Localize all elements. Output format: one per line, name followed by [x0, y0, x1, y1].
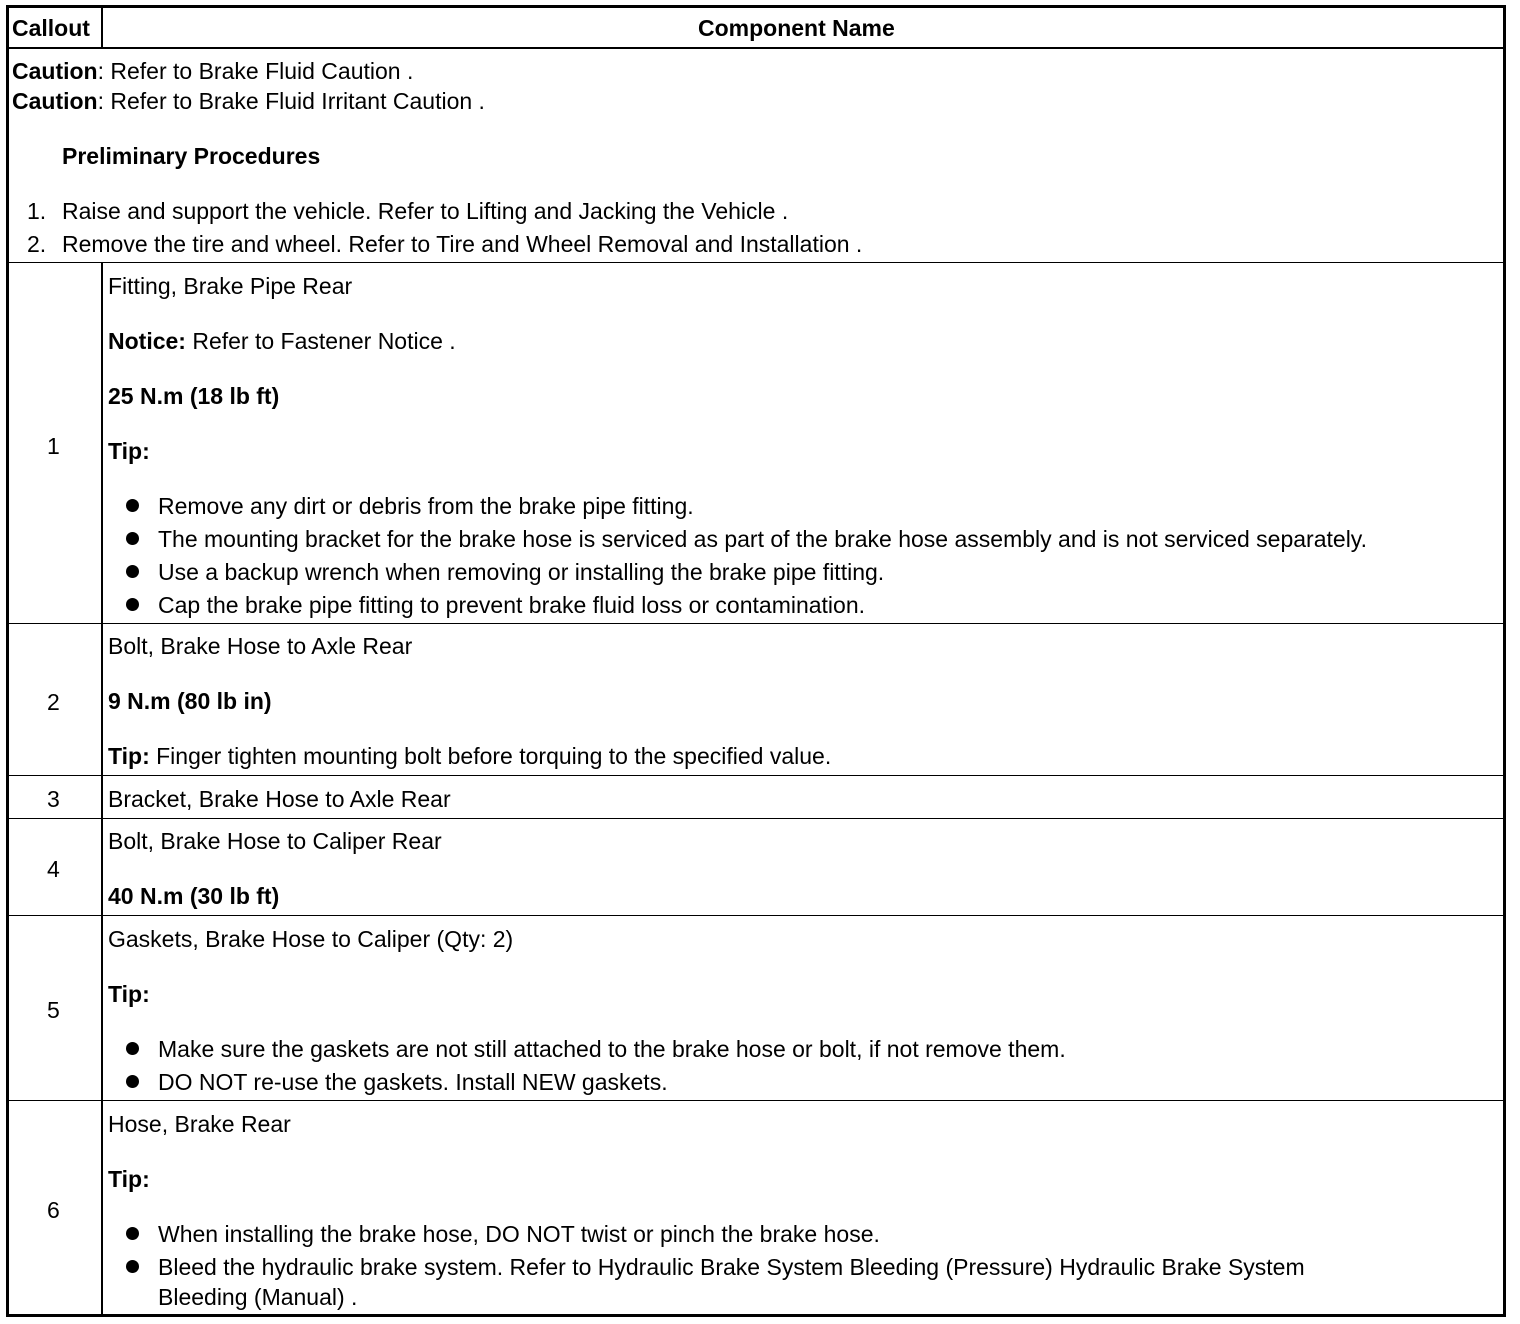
step-number: 1. [27, 198, 47, 224]
tip-bullet: When installing the brake hose, DO NOT twist or pinch the brake hose. [158, 1221, 880, 1247]
bullet-icon [126, 1075, 139, 1088]
step-number: 2. [27, 231, 47, 257]
row-divider [6, 262, 1506, 263]
tip-bullet: Remove any dirt or debris from the brake pipe fitting. [158, 493, 694, 519]
row-divider [6, 1100, 1506, 1101]
tip-bullet: Bleed the hydraulic brake system. Refer to Hydraulic Brake System Bleeding (Pressure) Hydraulic Brake System [158, 1254, 1305, 1280]
step-text: Raise and support the vehicle. Refer to Lifting and Jacking the Vehicle . [62, 198, 789, 224]
step-text: Remove the tire and wheel. Refer to Tire and Wheel Removal and Installation . [62, 231, 863, 257]
header-callout: Callout [12, 15, 90, 41]
row-divider [6, 623, 1506, 624]
component-name: Bracket, Brake Hose to Axle Rear [108, 786, 451, 812]
bullet-icon [126, 1227, 139, 1240]
tip-label: Tip: [108, 1166, 150, 1192]
bullet-icon [126, 1042, 139, 1055]
torque-spec: 40 N.m (30 lb ft) [108, 883, 280, 909]
callout-number: 5 [47, 997, 60, 1023]
component-name: Gaskets, Brake Hose to Caliper (Qty: 2) [108, 926, 514, 952]
tip-label: Tip: [108, 438, 150, 464]
notice-line: Notice: Refer to Fastener Notice . [108, 328, 456, 354]
tip-bullet: DO NOT re-use the gaskets. Install NEW gaskets. [158, 1069, 668, 1095]
bullet-icon [126, 565, 139, 578]
column-divider [101, 262, 103, 1317]
tip-bullet: Cap the brake pipe fitting to prevent brake fluid loss or contamination. [158, 592, 866, 618]
tip-bullet: Use a backup wrench when removing or installing the brake pipe fitting. [158, 559, 885, 585]
torque-spec: 25 N.m (18 lb ft) [108, 383, 280, 409]
header-divider [6, 47, 1506, 49]
callout-number: 3 [47, 786, 60, 812]
caution-line: Caution: Refer to Brake Fluid Irritant Caution . [12, 88, 485, 114]
bullet-icon [126, 598, 139, 611]
bullet-icon [126, 1260, 139, 1273]
callout-number: 6 [47, 1197, 60, 1223]
row-divider [6, 915, 1506, 916]
row-divider [6, 818, 1506, 819]
tip-bullet: Make sure the gaskets are not still attached to the brake hose or bolt, if not remove them. [158, 1036, 1066, 1062]
tip-label: Tip: [108, 981, 150, 1007]
bullet-icon [126, 499, 139, 512]
bullet-icon [126, 532, 139, 545]
row-divider [6, 775, 1506, 776]
tip-line: Tip: Finger tighten mounting bolt before torquing to the specified value. [108, 743, 832, 769]
component-name: Fitting, Brake Pipe Rear [108, 273, 353, 299]
torque-spec: 9 N.m (80 lb in) [108, 688, 272, 714]
callout-number: 1 [47, 433, 60, 459]
component-name: Bolt, Brake Hose to Caliper Rear [108, 828, 442, 854]
component-name: Bolt, Brake Hose to Axle Rear [108, 633, 413, 659]
tip-bullet-continuation: Bleeding (Manual) . [158, 1284, 358, 1310]
tip-bullet: The mounting bracket for the brake hose is serviced as part of the brake hose assembly and is not serviced separately. [158, 526, 1367, 552]
column-divider [101, 5, 103, 48]
preliminary-procedures-title: Preliminary Procedures [62, 143, 321, 169]
callout-number: 2 [47, 689, 60, 715]
caution-line: Caution: Refer to Brake Fluid Caution . [12, 58, 414, 84]
callout-number: 4 [47, 856, 60, 882]
header-component-name: Component Name [698, 15, 895, 41]
component-name: Hose, Brake Rear [108, 1111, 291, 1137]
